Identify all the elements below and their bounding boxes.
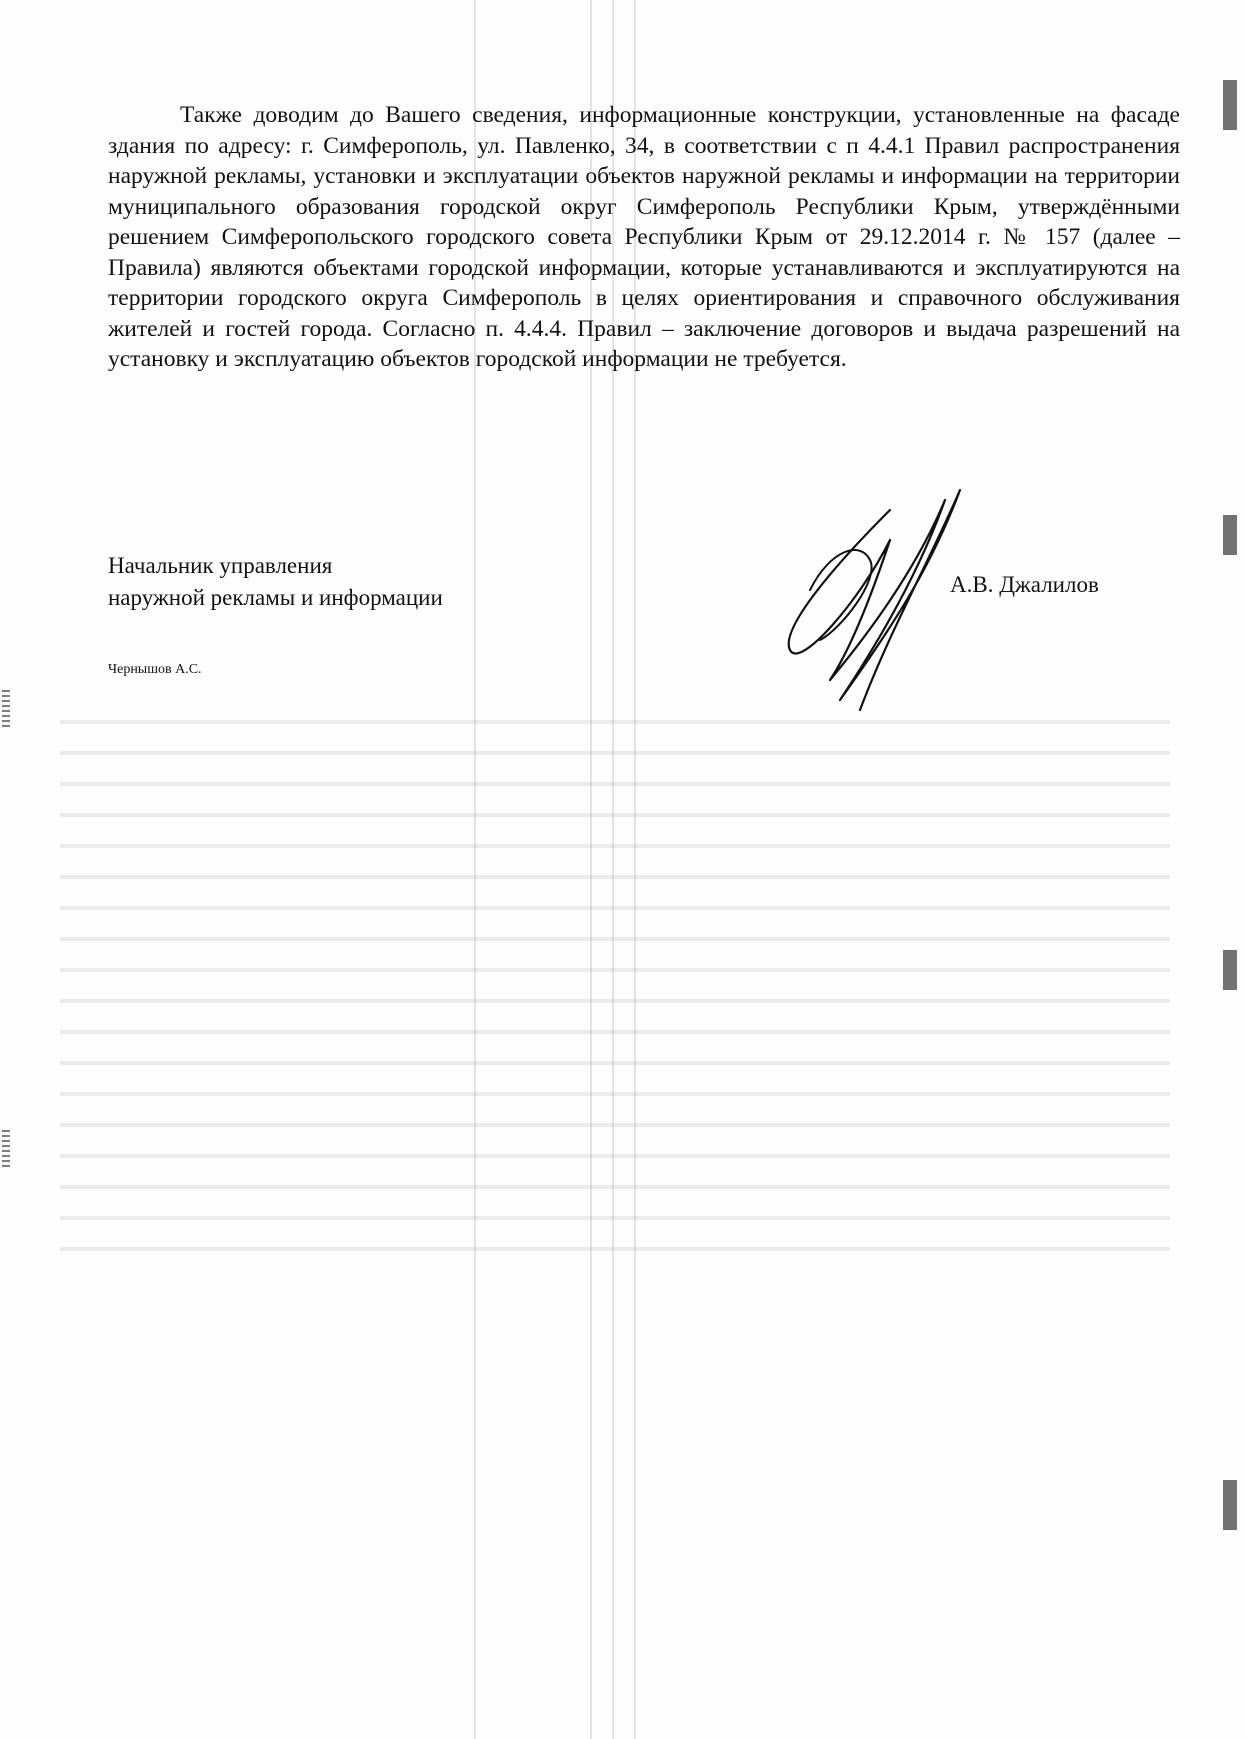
scan-edge-mark xyxy=(1223,950,1237,990)
bleed-through-text xyxy=(60,720,1170,1280)
letter-body-paragraph: Также доводим до Вашего сведения, информационные конструкции, установленные на фасаде здания по адресу: г. Симферополь, ул. Павленко, 34, в соответствии с п 4.4.1 Правил распространения наружной рекламы, установки и эксплуатации объектов наружной рекламы и информации на территории муниципального образования городской округ Симферополь Республики Крым, утверждёнными решением Симферопольского городского совета Республики Крым от 29.12.2014 г. № 157 (далее – Правила) являются объектами городской информации, которые устанавливаются и эксплуатируются на территории городского округа Симферополь в целях ориентирования и справочного обслуживания жителей и гостей города. Согласно п. 4.4.4. Правил – заключение договоров и выдача разрешений на установку и эксплуатацию объектов городской информации не требуется. xyxy=(108,102,1180,372)
signer-name: А.В. Джалилов xyxy=(950,572,1099,597)
scan-edge-mark xyxy=(1223,80,1237,130)
handwritten-signature xyxy=(770,480,970,720)
executor-name: Чернышов А.С. xyxy=(108,662,202,677)
signer-position-line-2: наружной рекламы и информации xyxy=(108,585,443,610)
signer-position-line-1: Начальник управления xyxy=(108,553,333,578)
scan-edge-mark xyxy=(1223,515,1237,555)
scan-edge-mark xyxy=(1223,1480,1237,1530)
scan-edge-mark xyxy=(2,1130,10,1170)
scan-edge-mark xyxy=(2,690,10,730)
signer-position xyxy=(108,550,443,614)
